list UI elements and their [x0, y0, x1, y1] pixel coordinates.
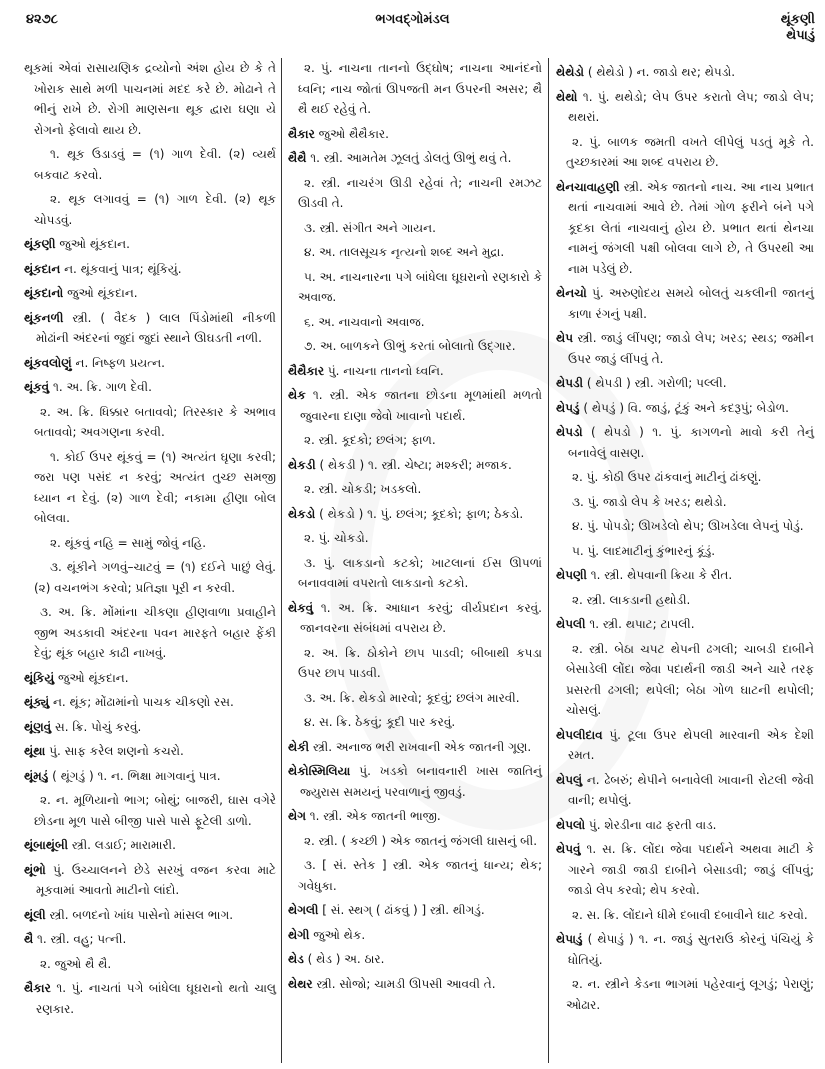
headword: થેગી	[288, 927, 310, 942]
definition-text: ૩. સ્ત્રી. સંગીત અને ગાયન.	[304, 220, 436, 235]
headword: થેનચો	[556, 286, 587, 300]
headword: થૈથૈ	[288, 151, 307, 165]
dictionary-entry	[24, 259, 276, 280]
entry-sense	[24, 533, 276, 554]
definition-text: ૪. સ. ક્રિ. ઠેકવું; કૂદી પાર કરવું.	[304, 715, 456, 729]
entry-sense	[24, 790, 276, 831]
definition-text: ૨. અ. ક્રિ. ધિક્કાર બતાવવો; તિરસ્કાર કે અભાવ બતાવવો; અવગણના કરવી.	[34, 404, 276, 439]
dictionary-entry	[24, 353, 276, 374]
entry-sense	[288, 643, 542, 684]
definition-text: જુઓ થૂંકદાન.	[67, 286, 138, 300]
entry-sense	[288, 688, 542, 709]
headword: થૈકાર	[288, 126, 315, 141]
definition-text: ન. ઢેબરું; થેપીને બનાવેલી ખાવાની રોટલી જેવી વાની; થપોલું.	[568, 772, 814, 807]
definition-text: ૧. સ્ત્રી. થેપવાની ક્રિયા કે રીત.	[590, 568, 733, 582]
dictionary-entry	[288, 761, 542, 802]
headword: થૈથૈકાર	[288, 363, 325, 378]
headword: થેગલી	[288, 903, 319, 917]
definition-text: ૧. સ્ત્રી. વહુ; પત્ની.	[37, 932, 127, 946]
headword: થેપડું	[556, 400, 580, 415]
entry-sense	[24, 602, 276, 664]
dictionary-entry	[288, 974, 542, 995]
definition-text: ૩. પું. જાડો લેપ કે ખરડ; થથેડો.	[572, 494, 727, 509]
definition-text: ( થેકડી ) ૧. સ્ત્રી. ચેષ્ટા; મશ્કરી; મજાક.	[319, 457, 512, 472]
headword: થૂંકિયું	[24, 670, 55, 685]
entry-sense	[556, 905, 814, 926]
headword: થેકી	[288, 739, 310, 754]
entry-sense	[24, 189, 276, 230]
dictionary-entry	[288, 361, 542, 382]
page-number: ૪૨૭૮	[26, 12, 58, 27]
headword: થેડ	[288, 952, 304, 966]
dictionary-entry	[556, 283, 814, 324]
dictionary-entry	[556, 929, 814, 970]
headword: થૂંબાથૂંબી	[24, 838, 69, 852]
definition-text: પું. શેરડીના વાઢ ફરતી વાડ.	[588, 817, 717, 832]
definition-text: ( થેપડો ) ૧. પું. કાગળનો માવો કરી તેનું બનાવેલું વાસણ.	[568, 425, 814, 460]
dictionary-entry	[24, 766, 276, 787]
definition-text: ૨. સ્ત્રી. બેઠા ચપટ થેપની ઢગલી; ચાબડી દાબીને બેસાડેલી લોંદા જેવા પદાર્થની જાડી અને ચારે તરફ પ્રસરતી ઢગલી; થપેલી; બેઠા ગોળ ઘાટની થપોલી; ચોસલું.	[566, 641, 814, 717]
entry-sense	[24, 447, 276, 529]
dictionary-entry	[288, 504, 542, 525]
definition-text: સ્ત્રી. જાડું લીંપણ; જાડો લેપ; ખરડ; સ્થડ; જમીન ઉપર જાડું લીંપવું તે.	[568, 331, 814, 366]
entry-sense	[288, 553, 542, 594]
definition-text: ૨. જુઓ થૈ થૈ.	[40, 956, 112, 971]
headword: થેપલીદાવ	[556, 727, 603, 742]
headword: થેનચાવાહણી	[556, 179, 620, 194]
headword: થેપાડું	[556, 932, 583, 946]
definition-text: ( થૂંગડું ) ૧. ન. ભિક્ષા માગવાનું પાત્ર.	[52, 768, 221, 783]
headword: થૂંમડું	[24, 768, 49, 783]
definition-text: સ્ત્રી. બળદનો ખાંધ પાસેનો માંસલ ભાગ.	[49, 907, 234, 922]
headword: થેગ	[288, 809, 306, 823]
definition-text: જુઓ થૈથૈકાર.	[318, 126, 389, 141]
headword: થેપડો	[556, 425, 583, 439]
dictionary-entry	[288, 148, 542, 169]
dictionary-entry	[24, 860, 276, 901]
definition-text: ૩. [ સં. સ્તેક ] સ્ત્રી. એક જાતનું ધાન્ય; થેક; ગવેધુકા.	[298, 858, 542, 893]
entry-sense	[556, 974, 814, 1015]
headword: થેપવું	[556, 842, 581, 856]
dictionary-entry	[556, 177, 814, 280]
dictionary-entry	[556, 565, 814, 586]
entry-sense	[24, 557, 276, 598]
definition-text: ( થેપાડું ) ૧. ન. જાડું સુતરાઉ કોરનું પંચિયું કે ધોતિયું.	[568, 932, 814, 967]
column-1	[24, 58, 276, 1023]
definition-text: ૨. પું. ચોકડો.	[304, 531, 369, 545]
headword: થૂંણવું	[24, 719, 52, 734]
definition-text: ૩. અ. ક્રિ. થેકડો મારવો; કૂદવું; છલંગ મારવી.	[304, 690, 520, 705]
definition-text: ( થેપડું ) વિ. જાડું, ટૂંકું અને કદરૂપું; બેડોળ.	[583, 400, 789, 415]
entry-sense	[288, 312, 542, 333]
dictionary-entry	[556, 614, 814, 635]
dictionary-entry	[288, 925, 542, 946]
headword: થેથર	[288, 976, 313, 991]
definition-text: ૨. થૂંકવું નહિ = સામું જોવું નહિ.	[50, 535, 207, 550]
definition-text: ૨. ન. મૂળિયાનો ભાગ; બોથું; બાજરી, ઘાસ વગેરે છોડના મૂળ પાસે બીજી પાસે પાસે ફૂટેલી ડાળો.	[34, 793, 276, 828]
headword: થેપણી	[556, 568, 587, 582]
entry-sense	[556, 467, 814, 488]
dictionary-entry	[24, 377, 276, 398]
entry-sense	[24, 58, 276, 140]
definition-text: ૩. થૂંકીને ગળવું–ચાટવું = (૧) દઈને પાછું લેવું. (૨) વચનભંગ કરવો; પ્રતિજ્ઞા પૂરી ન કરવી.	[34, 560, 276, 595]
dictionary-entry	[24, 283, 276, 304]
entry-sense	[288, 218, 542, 239]
guide-word-first: થૂંકણી	[780, 12, 815, 27]
entry-sense	[556, 132, 814, 173]
definition-text: જુઓ થૂંકદાન.	[59, 237, 130, 251]
definition-text: પું. સાફ કરેલ શણનો કચરો.	[49, 744, 184, 758]
entry-sense	[556, 639, 814, 721]
headword: થૂંકવલોણું	[24, 355, 72, 370]
column-divider	[281, 58, 282, 1063]
definition-text: ૧. પું. થથેડો; લેપ ઉપર કરાતો લેપ; જાડો લેપ; થથરાં.	[568, 89, 814, 124]
definition-text: ૭. અ. બાળકને ઊભું કરતાં બોલાતો ઉદ્ગાર.	[304, 339, 516, 353]
headword: થેપડી	[556, 376, 584, 390]
dictionary-entry	[556, 770, 814, 811]
definition-text: ૧. સ્ત્રી. આમતેમ ઝૂલતું ડોલતું ઊભું થવું તે.	[310, 151, 512, 165]
definition-text: થૂકમાં એવાં રાસાયણિક દ્રવ્યોનો અંશ હોય છે કે તે ખોરાક સાથે મળી પાચનમાં મદદ કરે છે. મોઢાને તે ભીનું રાખે છે. રોગી માણસના થૂક દ્વારા ઘણા યે રોગનો ફેલાવો થાય છે.	[24, 61, 276, 137]
headword: થૂંકદાનો	[24, 286, 64, 300]
entry-sense	[556, 590, 814, 611]
entry-sense	[288, 58, 542, 120]
entry-sense	[556, 541, 814, 562]
definition-text: ૨. થૂક લગાવવું = (૧) ગાળ દેવી. (૨) થૂક ચોપડવું.	[34, 192, 276, 227]
dictionary-entry	[288, 598, 542, 639]
dictionary-entry	[288, 806, 542, 827]
headword: થેકોસ્મિલિયા	[288, 764, 351, 778]
dictionary-entry	[288, 900, 542, 921]
headword: થેપલો	[556, 817, 586, 832]
definition-text: ૫. પું. લાદમાટીનું કુંભારનું કૂંડું.	[572, 543, 716, 558]
definition-text: ૪. પું. પોપડો; ઊખડેલો થેપ; ઊખડેલા લેપનું પોડું.	[572, 519, 804, 533]
entry-sense	[24, 402, 276, 443]
entry-sense	[24, 144, 276, 185]
definition-text: જુઓ થેક.	[313, 927, 366, 942]
dictionary-entry	[24, 668, 276, 689]
dictionary-entry	[24, 978, 276, 1019]
headword: થૂંકવું	[24, 380, 50, 394]
dictionary-entry	[556, 422, 814, 463]
definition-text: ૧. પું. નાચતાં પગે બાંધેલા ઘૂઘરાનો થતો ચાલુ રણકાર.	[36, 981, 276, 1016]
dictionary-entry	[288, 124, 542, 145]
definition-text: ( થેકડો ) ૧. પું. છલંગ; કૂદકો; ફાળ; ઠેકડો.	[319, 506, 524, 521]
definition-text: ૬. અ. નાચવાનો અવાજ.	[304, 314, 425, 329]
entry-sense	[288, 712, 542, 733]
column-2	[288, 58, 542, 998]
definition-text: ૩. પું. લાકડાનો કટકો; ખાટલાનાં ઈસ ઊપળાં બનાવવામાં વપરાતો લાકડાનો કટકો.	[298, 555, 542, 590]
guide-words	[781, 12, 815, 44]
definition-text: પું. નાચના તાનનો ધ્વનિ.	[327, 363, 444, 378]
headword: થેકવું	[288, 600, 314, 615]
definition-text: ૨. પું. નાચના તાનનો ઉદ્ઘોષ; નાચના આનંદનો ધ્વનિ; નાચ જોતાં ઊપજતી મન ઉપરની અસર; થૈ થૈ થઈ રહેવું તે.	[298, 61, 542, 116]
dictionary-entry	[556, 373, 814, 394]
definition-text: પું. ટૂલા ઉપર થેપલી મારવાની એક દેશી રમત.	[568, 727, 814, 762]
entry-sense	[24, 954, 276, 975]
definition-text: ૨. સ્ત્રી. ( કચ્છી ) એક જાતનું જંગલી ઘાસનું બી.	[304, 833, 538, 848]
dictionary-entry	[24, 905, 276, 926]
definition-text: સ્ત્રી. એક જાતનો નાચ. આ નાચ પ્રભાત થતાં નાચવામાં આવે છે. તેમાં ગોળ ફરીને બંને પગે કૂદકા લેતાં નાચવાનું હોય છે. પ્રભાત થતાં થેનચા નામનું જંગલી પક્ષી બોલવા લાગે છે, તે ઉપરથી આ નામ પડેલું છે.	[568, 179, 814, 276]
entry-sense	[288, 267, 542, 308]
definition-text: ૨. સ્ત્રી. નાચરંગ ઊડી રહેવાં તે; નાચની રમઝટ ઊડવી તે.	[298, 175, 542, 210]
headword: થૂંક્યું	[24, 695, 50, 709]
headword: થૂંકદાન	[24, 261, 61, 276]
dictionary-entry	[556, 62, 814, 83]
definition-text: ૧. કોઈ ઉપર થૂંકવું = (૧) અત્યંત ઘૃણા કરવી; જરા પણ પસંદ ન કરવું; અત્યંત તુચ્છ સમજી ધ્યાન ન દેવું. (૨) ગાળ દેવી; નકામા હીણા બોલ બોલવા.	[34, 449, 276, 525]
headword: થૈકાર	[24, 981, 51, 995]
definition-text: ન. નિષ્ફળ પ્રયત્ન.	[75, 355, 165, 370]
definition-text: ન. થૂંક; મોંઢામાંનો પાચક ચીકણો રસ.	[52, 695, 234, 709]
headword: થેપલું	[556, 772, 583, 787]
headword: થૂંલી	[24, 907, 46, 922]
entry-sense	[288, 173, 542, 214]
headword: થૂંથા	[24, 744, 46, 758]
entry-sense	[288, 430, 542, 451]
dictionary-entry	[288, 455, 542, 476]
entry-sense	[556, 492, 814, 513]
definition-text: ૧. સ. ક્રિ. લોંદા જેવા પદાર્થને અથવા માટી કે ગારને જાડી જાડી દાબીને બેસાડવી; જાડું લીંપવું; જાડો લેપ કરવો; થેપ કરવો.	[568, 842, 814, 897]
headword: થૂંકનળી	[24, 310, 64, 325]
definition-text: પું. ઉચ્ચાલનને છેડે સરખું વજન કરવા માટે મૂકવામાં આવતો માટીનો લાંદો.	[36, 862, 276, 897]
headword: થેથો	[556, 89, 578, 104]
entry-sense	[288, 831, 542, 852]
definition-text: ૧. સ્ત્રી. એક જાતની ભાજી.	[309, 809, 441, 823]
column-3	[556, 58, 814, 1019]
definition-text: ૧. અ. ક્રિ. આધાન કરવું; વીર્યપ્રદાન કરવું. જાનવરના સંબંધમાં વપરાય છે.	[300, 600, 542, 635]
definition-text: ૧. અ. ક્રિ. ગાળ દેવી.	[52, 380, 152, 394]
entry-sense	[288, 336, 542, 357]
headword: થેપ	[556, 331, 573, 345]
definition-text: સ્ત્રી. ( વૈદક ) લાલ પિંડોમાંથી નીકળી મોઢાંની અંદરનાં જુદાં જુદાં સ્થાને ઊઘડતી નળી.	[36, 310, 276, 345]
headword: થૈ	[24, 932, 34, 946]
definition-text: ૪. અ. તાલસૂચક નૃત્યનો શબ્દ અને મુદ્રા.	[304, 245, 505, 259]
guide-word-last: થેપાડું	[786, 28, 815, 43]
dictionary-entry	[556, 815, 814, 836]
dictionary-entry	[24, 835, 276, 856]
dictionary-entry	[288, 737, 542, 758]
dictionary-entry	[24, 234, 276, 255]
dictionary-entry	[556, 725, 814, 766]
definition-text: ૨. સ્ત્રી. ચોકડી; ખડકલો.	[304, 482, 422, 496]
definition-text: ૧. સ્ત્રી. થપાટ; ટાપલી.	[589, 617, 695, 631]
definition-text: ૩. અ. ક્રિ. મોંમાંના ચીકણા હીણવાળા પ્રવાહીને જીભ અડકાવી અંદરના પવન મારફતે બહાર ફેંકી દેવું; થૂંક બહાર કાઢી નાખવું.	[34, 605, 276, 660]
dictionary-entry	[24, 929, 276, 950]
page-header	[0, 0, 825, 50]
definition-text: ન. થૂંકવાનું પાત્ર; થૂંકિયું.	[64, 261, 182, 276]
definition-text: ૨. સ. ક્રિ. લોંદાને ધીમે દબાવી દબાવીને ઘાટ કરવો.	[572, 907, 808, 922]
entry-sense	[288, 479, 542, 500]
definition-text: સ્ત્રી. લડાઈ; મારામારી.	[71, 838, 176, 852]
definition-text: ૫. અ. નાચનારના પગે બાંધેલા ઘૂઘરાનો રણકારો કે અવાજ.	[298, 269, 542, 304]
definition-text: ૨. પું. બાળક જમતી વખતે લીપેલું પડતું મૂકે તે. તુચ્છકારમાં આ શબ્દ વપરાય છે.	[566, 134, 814, 169]
definition-text: [ સં. સ્થગ્ ( ઢાંકવું ) ] સ્ત્રી. થીગડું.	[322, 903, 485, 917]
definition-text: ( થેપડી ) સ્ત્રી. ગરોળી; પલ્લી.	[586, 376, 727, 390]
dictionary-entry	[556, 398, 814, 419]
entry-sense	[288, 528, 542, 549]
entry-sense	[288, 242, 542, 263]
dictionary-entry	[556, 839, 814, 901]
dictionary-entry	[24, 692, 276, 713]
definition-text: ૨. સ્ત્રી. લાકડાની હથોડી.	[572, 592, 691, 607]
definition-text: ૨. અ. ક્રિ. ઠોકોને છાપ પાડવી; બીબાથી કપડા ઉપર છાપ પાડવી.	[298, 645, 542, 680]
entry-sense	[288, 855, 542, 896]
definition-text: ૨. સ્ત્રી. કૂદકો; છલંગ; ફાળ.	[304, 433, 436, 447]
dictionary-entry	[288, 949, 542, 970]
definition-text: ૧. થૂક ઉડાડવું = (૧) ગાળ દેવી. (૨) વ્યર્થ બકવાટ કરવો.	[34, 147, 276, 182]
dictionary-entry	[24, 308, 276, 349]
definition-text: ૨. ન. સ્ત્રીને કેડના ભાગમાં પહેરવાનું લૂગડું; પેરાણું; ઓઢાર.	[566, 977, 814, 1012]
dictionary-entry	[556, 87, 814, 128]
dictionary-entry	[288, 385, 542, 426]
headword: થેપલી	[556, 617, 586, 631]
definition-text: જુઓ થૂંકદાન.	[58, 670, 129, 685]
dictionary-entry	[24, 741, 276, 762]
headword: થેકડી	[288, 457, 316, 472]
headword: થૂંકણી	[24, 237, 56, 251]
dictionary-entry	[24, 717, 276, 738]
headword: થેથેડો	[556, 65, 584, 79]
book-title: ભગવદ્ગોમંડલ	[375, 12, 450, 27]
definition-text: સ. ક્રિ. પોચું કરવું.	[54, 719, 142, 734]
definition-text: સ્ત્રી. અનાજ ભરી રાખવાની એક જાતની ગૂણ.	[312, 739, 532, 754]
headword: થૂંભો	[24, 862, 46, 877]
definition-text: પું. ખડકો બનાવનારી ખાસ જાતિનું જ્યુરાસ સમયનું પરવાળાનું જીવડું.	[300, 764, 542, 799]
definition-text: ( થેડ ) અ. ઠાર.	[307, 952, 385, 966]
entry-sense	[556, 516, 814, 537]
definition-text: ( થેથેડો ) ન. જાડો થર; થેપડો.	[587, 65, 736, 79]
definition-text: ૨. પું. કોઠી ઉપર ઢાંકવાનું માટીનું ઢાંકણું.	[572, 470, 762, 484]
definition-text: ૧. સ્ત્રી. એક જાતના છોડના મૂળમાંથી મળતો જુવારના દાણા જેવો ખાવાનો પદાર્થ.	[300, 388, 542, 423]
dictionary-entry	[556, 328, 814, 369]
definition-text: સ્ત્રી. સોજો; ચામડી ઊપસી આવવી તે.	[316, 976, 496, 991]
headword: થેકડો	[288, 506, 316, 521]
column-divider	[548, 58, 549, 1063]
definition-text: પું. અરુણોદય સમયે બોલતું ચકલીની જાતનું કાળા રંગનું પક્ષી.	[568, 286, 814, 321]
headword: થેક	[288, 388, 306, 402]
